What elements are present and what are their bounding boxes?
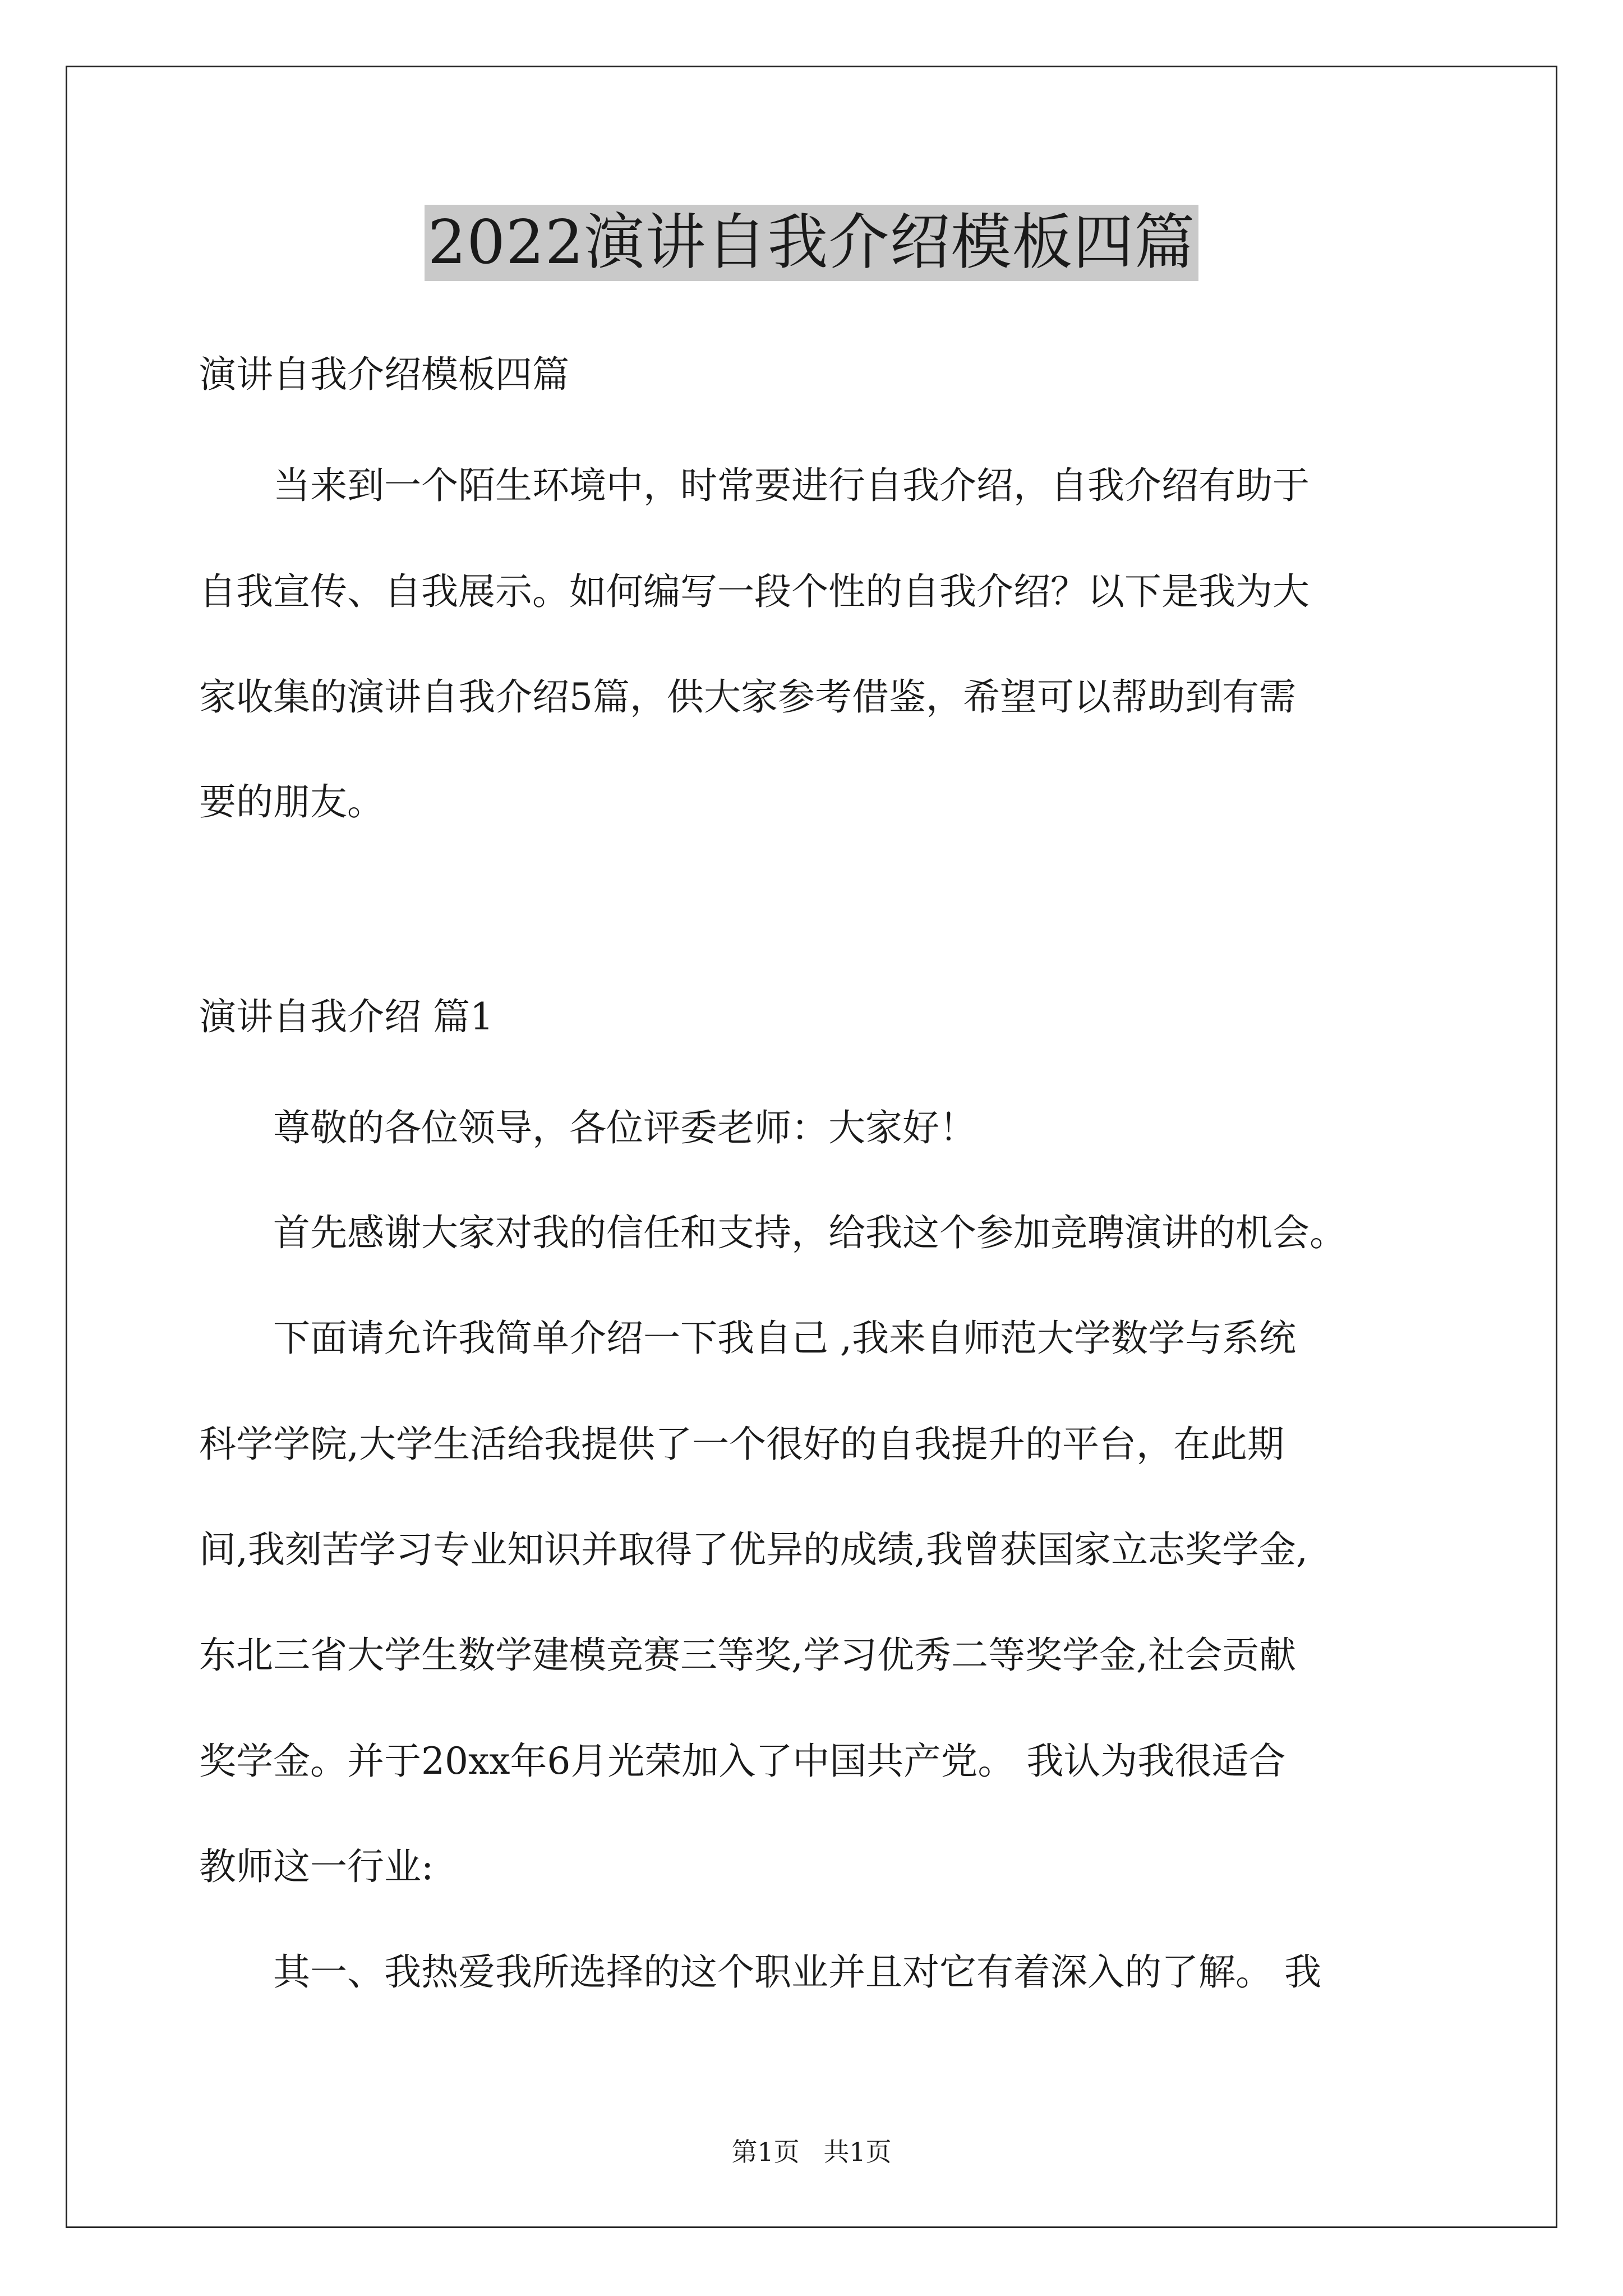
paragraph-line: 间,我刻苦学习专业知识并取得了优异的成绩,我曾获国家立志奖学金,: [199, 1528, 1308, 1571]
page-footer: [0, 2135, 1623, 2169]
paragraph-line: 自我宣传、自我展示。如何编写一段个性的自我介绍？以下是我为大: [199, 570, 1310, 613]
page-total: 共1页: [823, 2137, 892, 2167]
paragraph-line: 奖学金。并于20xx年6月光荣加入了中国共产党。 我认为我很适合: [199, 1740, 1286, 1783]
subtitle-line: 演讲自我介绍模板四篇: [199, 353, 569, 396]
section-heading: 演讲自我介绍 篇1: [199, 995, 494, 1038]
paragraph-line: 家收集的演讲自我介绍5篇，供大家参考借鉴，希望可以帮助到有需: [199, 675, 1296, 719]
paragraph-line: 东北三省大学生数学建模竞赛三等奖,学习优秀二等奖学金,社会贡献: [199, 1634, 1296, 1677]
page-number: 第1页: [731, 2137, 800, 2167]
document-title: 2022演讲自我介绍模板四篇: [425, 205, 1199, 281]
paragraph-line: 当来到一个陌生环境中，时常要进行自我介绍，自我介绍有助于: [199, 464, 1310, 507]
paragraph-line: 首先感谢大家对我的信任和支持，给我这个参加竞聘演讲的机会。: [199, 1211, 1347, 1254]
title-container: [0, 205, 1623, 281]
paragraph-line: 要的朋友。: [199, 780, 384, 823]
paragraph-line: 下面请允许我简单介绍一下我自己 ,我来自师范大学数学与系统: [199, 1317, 1296, 1360]
paragraph-line: 尊敬的各位领导，各位评委老师：大家好！: [199, 1106, 976, 1149]
paragraph-line: 教师这一行业:: [199, 1845, 434, 1888]
paragraph-line: 其一、我热爱我所选择的这个职业并且对它有着深入的了解。 我: [199, 1950, 1321, 1994]
paragraph-line: 科学学院,大学生活给我提供了一个很好的自我提升的平台，在此期: [199, 1423, 1284, 1466]
